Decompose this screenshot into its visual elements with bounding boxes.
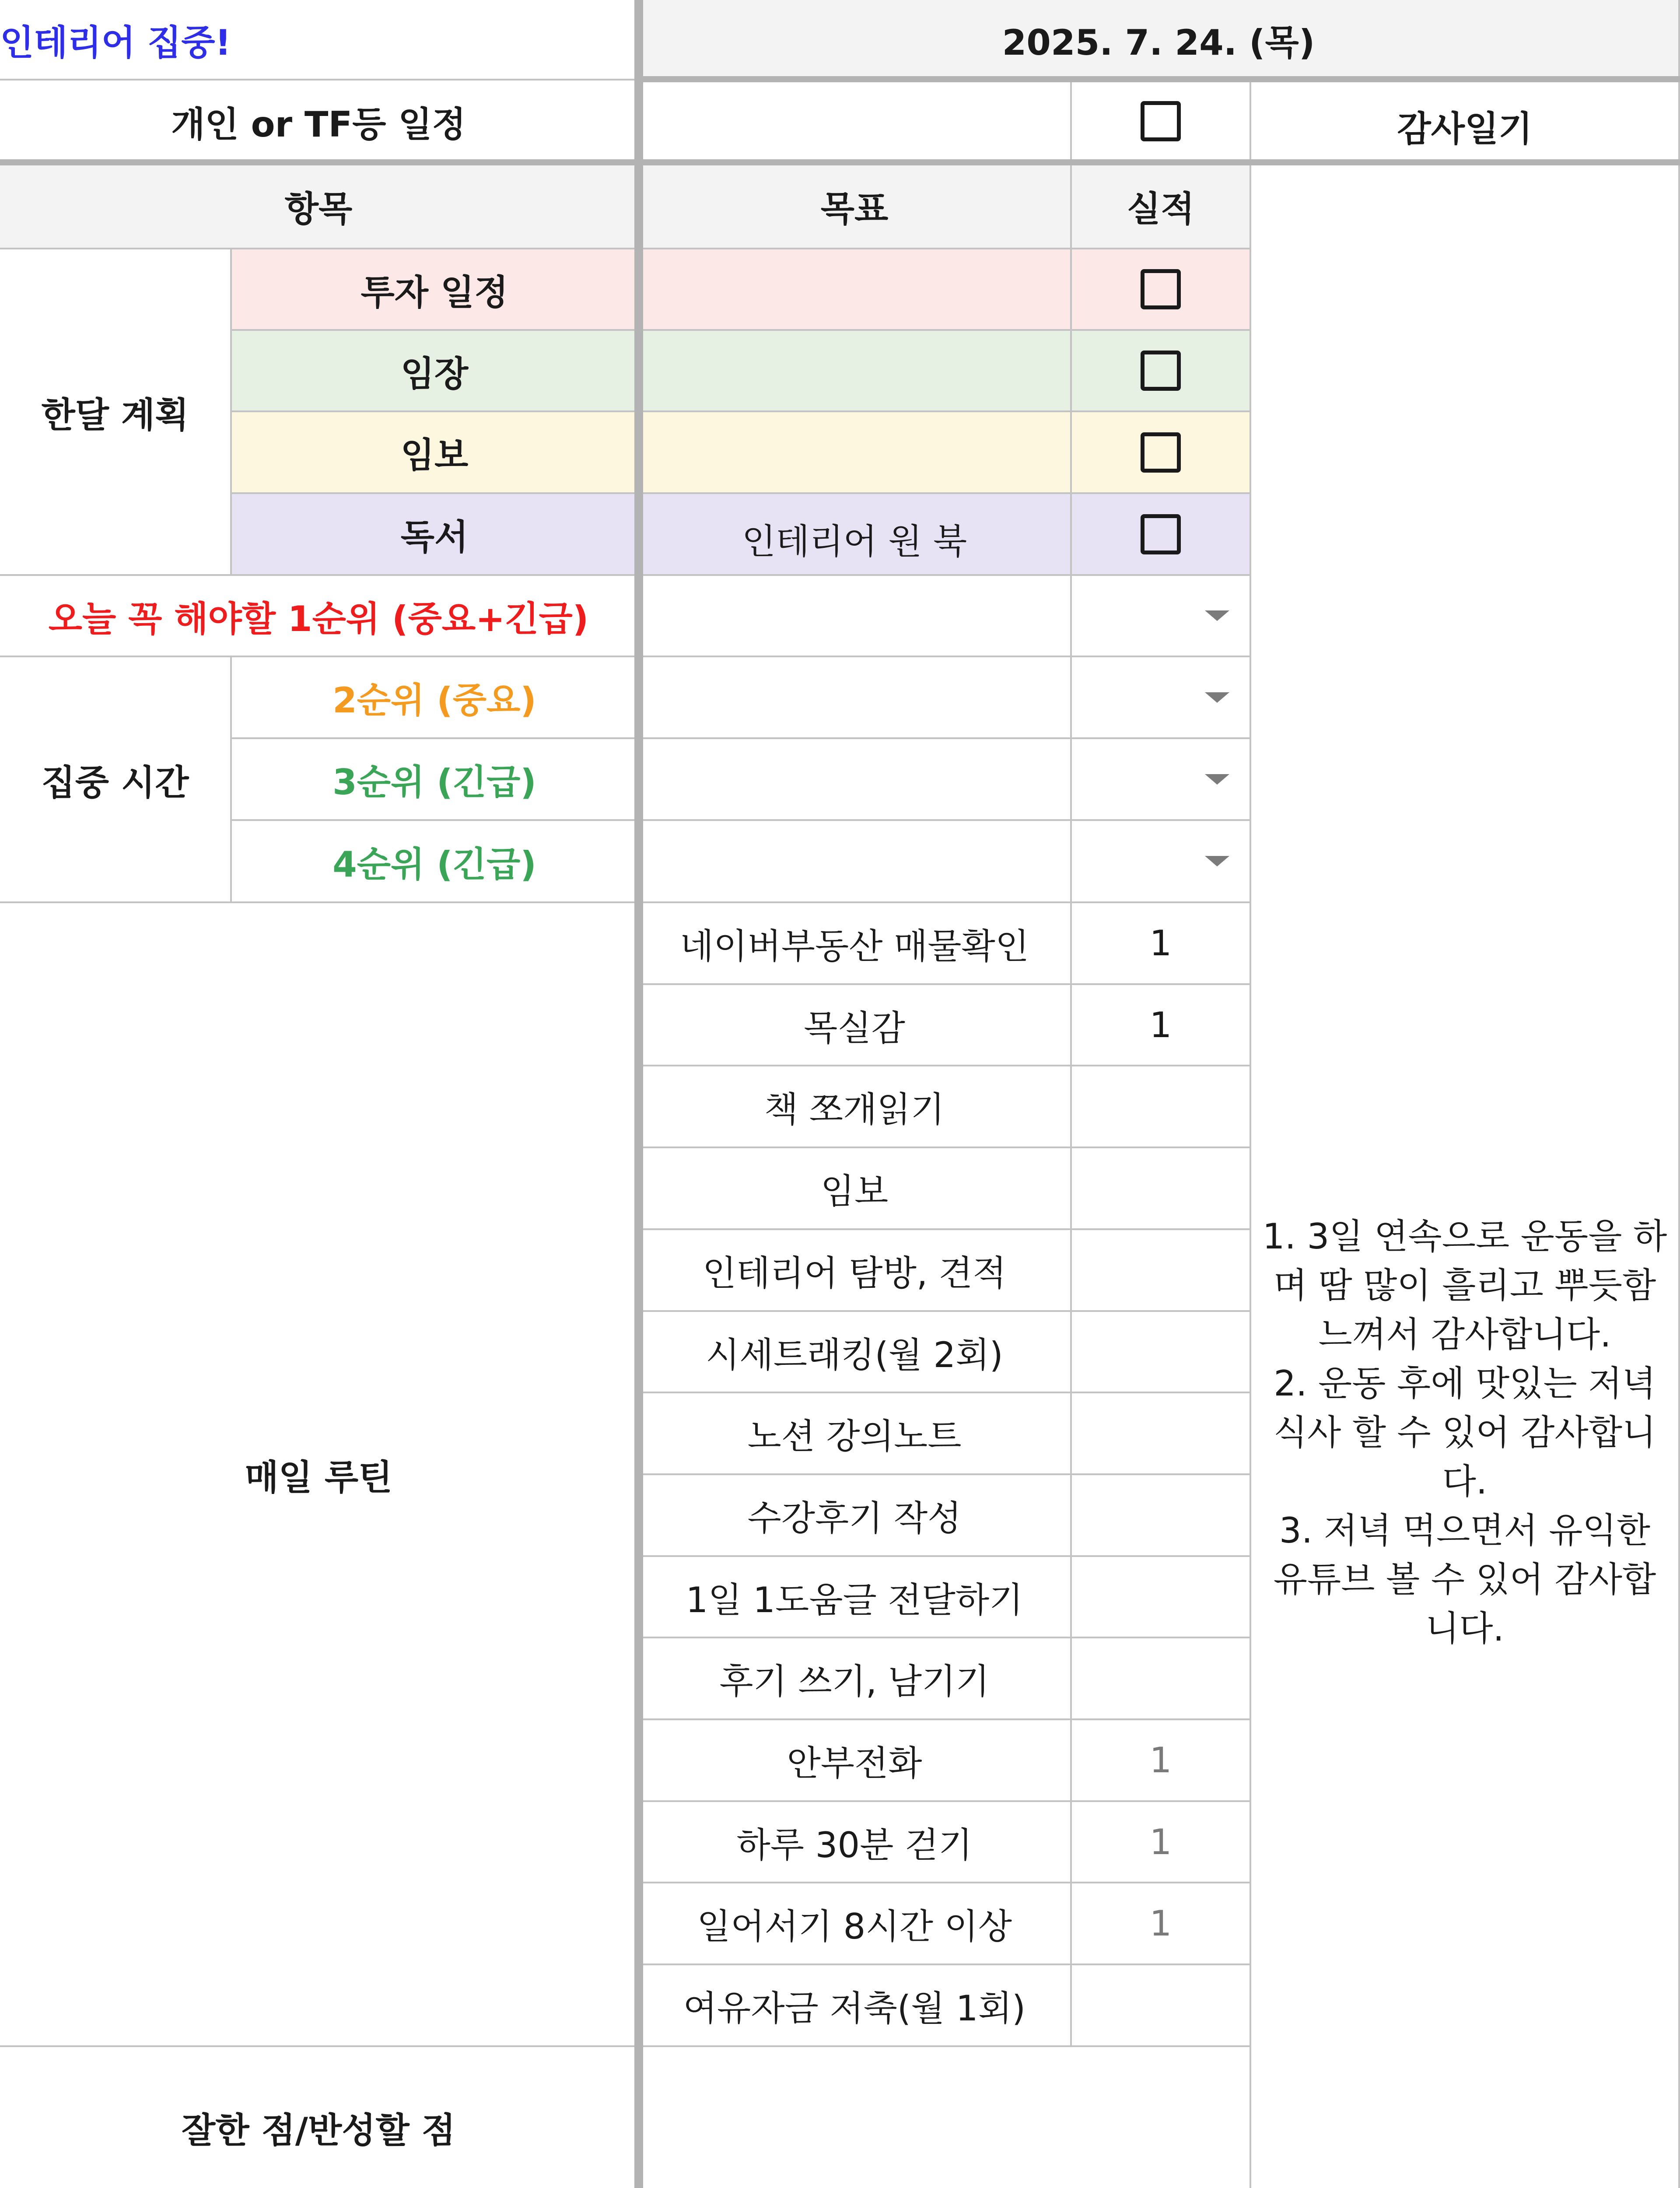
header-divider — [639, 76, 1680, 82]
gratitude-header: 감사일기 — [1251, 81, 1680, 164]
focus-priority-2-goal[interactable] — [639, 657, 1072, 739]
routine-task: 인테리어 탐방, 견적 — [639, 1230, 1072, 1312]
monthly-plan-reading-check[interactable] — [1072, 494, 1251, 576]
routine-task: 수강후기 작성 — [639, 1475, 1072, 1557]
routine-task: 노션 강의노트 — [639, 1393, 1072, 1475]
routine-result[interactable] — [1072, 1148, 1251, 1230]
routine-task: 임보 — [639, 1148, 1072, 1230]
today-top-priority-label: 오늘 꼭 해야할 1순위 (중요+긴급) — [0, 576, 639, 657]
routine-result[interactable]: 1 — [1072, 1802, 1251, 1883]
monthly-plan-label: 한달 계획 — [0, 249, 232, 576]
routine-result[interactable] — [1072, 1312, 1251, 1393]
monthly-plan-report-check[interactable] — [1072, 412, 1251, 494]
focus-priority-4-dropdown[interactable] — [1072, 821, 1251, 903]
monthly-plan-site-visit: 임장 — [232, 331, 639, 412]
routine-task: 후기 쓰기, 남기기 — [639, 1638, 1072, 1720]
daily-routine-label: 매일 루틴 — [0, 903, 639, 2047]
today-top-priority-dropdown[interactable] — [1072, 576, 1251, 657]
routine-result[interactable]: 1 — [1072, 985, 1251, 1066]
column-item: 항목 — [0, 164, 639, 249]
routine-result[interactable] — [1072, 1557, 1251, 1638]
routine-task: 목실감 — [639, 985, 1072, 1066]
checkbox[interactable] — [1141, 514, 1181, 554]
routine-task: 네이버부동산 매물확인 — [639, 903, 1072, 985]
routine-result[interactable] — [1072, 1475, 1251, 1557]
checkbox[interactable] — [1141, 101, 1181, 141]
focus-priority-4-goal[interactable] — [639, 821, 1072, 903]
routine-task: 책 쪼개읽기 — [639, 1066, 1072, 1148]
routine-result[interactable] — [1072, 1965, 1251, 2047]
focus-priority-3: 3순위 (긴급) — [232, 739, 639, 821]
personal-schedule-check[interactable] — [1072, 81, 1251, 164]
monthly-plan-investment: 투자 일정 — [232, 249, 639, 331]
routine-task: 1일 1도움글 전달하기 — [639, 1557, 1072, 1638]
date-header: 2025. 7. 24. (목) — [639, 0, 1680, 81]
today-top-priority-goal[interactable] — [639, 576, 1072, 657]
focus-priority-3-dropdown[interactable] — [1072, 739, 1251, 821]
routine-result[interactable]: 1 — [1072, 1720, 1251, 1802]
routine-task: 시세트래킹(월 2회) — [639, 1312, 1072, 1393]
routine-result[interactable] — [1072, 1066, 1251, 1148]
personal-schedule-goal[interactable] — [639, 81, 1072, 164]
monthly-plan-reading: 독서 — [232, 494, 639, 576]
monthly-plan-report-goal[interactable] — [639, 412, 1072, 494]
focus-priority-4: 4순위 (긴급) — [232, 821, 639, 903]
focus-priority-2-dropdown[interactable] — [1072, 657, 1251, 739]
column-divider — [634, 0, 643, 2188]
routine-task: 일어서기 8시간 이상 — [639, 1883, 1072, 1965]
monthly-plan-investment-check[interactable] — [1072, 249, 1251, 331]
routine-result[interactable] — [1072, 1230, 1251, 1312]
monthly-plan-investment-goal[interactable] — [639, 249, 1072, 331]
section-divider — [0, 159, 1680, 165]
monthly-plan-site-visit-check[interactable] — [1072, 331, 1251, 412]
chevron-down-icon[interactable] — [1205, 692, 1229, 703]
routine-result[interactable]: 1 — [1072, 903, 1251, 985]
column-result: 실적 — [1072, 164, 1251, 249]
reflection-label: 잘한 점/반성할 점 — [0, 2047, 639, 2188]
monthly-plan-site-visit-goal[interactable] — [639, 331, 1072, 412]
checkbox[interactable] — [1141, 269, 1181, 309]
gratitude-journal-text[interactable]: 1. 3일 연속으로 운동을 하며 땀 많이 흘리고 뿌듯함 느껴서 감사합니다. 2. 운동 후에 맛있는 저녁식사 할 수 있어 감사합니다. 3. 저녁 먹으면서 유익한 유튜브 볼 수 있어 감사합니다. — [1251, 164, 1680, 2188]
chevron-down-icon[interactable] — [1205, 856, 1229, 866]
monthly-plan-reading-goal[interactable]: 인테리어 원 북 — [639, 494, 1072, 576]
chevron-down-icon[interactable] — [1205, 774, 1229, 785]
chevron-down-icon[interactable] — [1205, 610, 1229, 621]
page-title: 인테리어 집중! — [0, 0, 639, 81]
checkbox[interactable] — [1141, 351, 1181, 391]
personal-schedule-label: 개인 or TF등 일정 — [0, 81, 639, 164]
routine-result[interactable] — [1072, 1393, 1251, 1475]
checkbox[interactable] — [1141, 432, 1181, 473]
column-goal: 목표 — [639, 164, 1072, 249]
focus-time-label: 집중 시간 — [0, 657, 232, 903]
monthly-plan-report: 임보 — [232, 412, 639, 494]
focus-priority-3-goal[interactable] — [639, 739, 1072, 821]
routine-task: 여유자금 저축(월 1회) — [639, 1965, 1072, 2047]
routine-result[interactable]: 1 — [1072, 1883, 1251, 1965]
reflection-input[interactable] — [639, 2047, 1251, 2188]
focus-priority-2: 2순위 (중요) — [232, 657, 639, 739]
routine-task: 하루 30분 걷기 — [639, 1802, 1072, 1883]
routine-result[interactable] — [1072, 1638, 1251, 1720]
routine-task: 안부전화 — [639, 1720, 1072, 1802]
